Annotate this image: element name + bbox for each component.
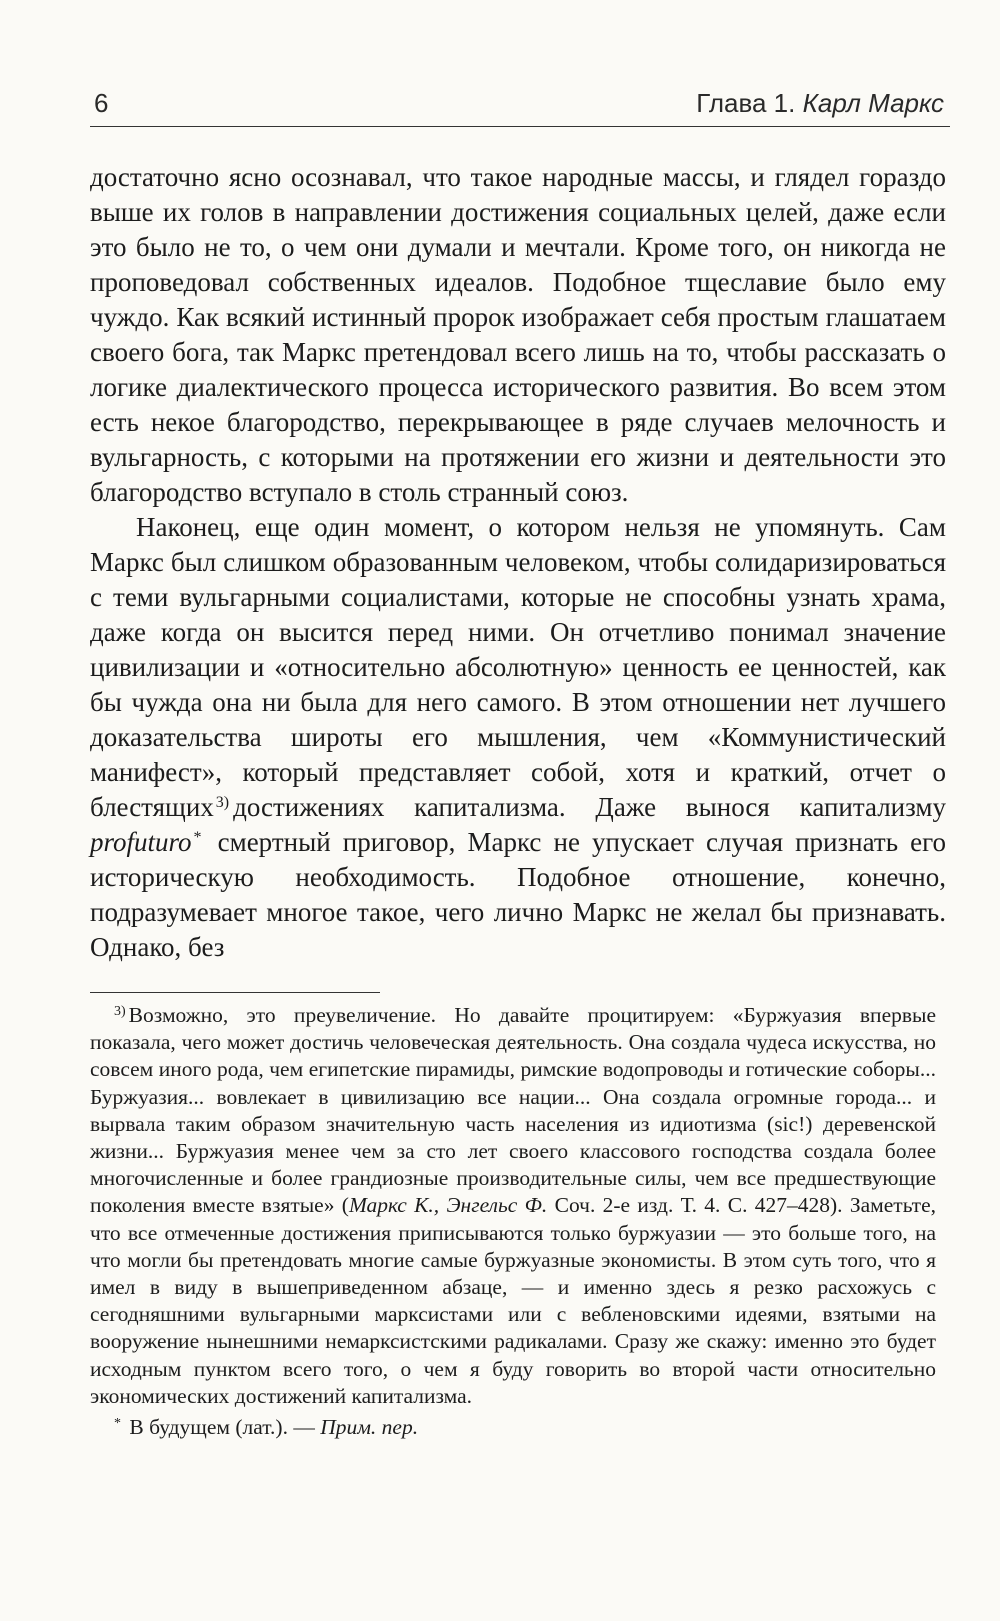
chapter-title: Карл Маркс bbox=[802, 88, 944, 118]
footnote-star-marker: * bbox=[114, 1416, 121, 1432]
paragraph-2-part-a: Наконец, еще один момент, о котором нельзя не упомянуть. Сам Маркс был слишком образованным человеком, чтобы солидаризироваться с теми вульгарными социалистами, которые не способны узнать храма, даже когда он высится перед ними. Он отчетливо понимал значение цивилизации и «относительно абсолютную» ценность ее ценностей, как бы чужда она ни была для него самого. В этом отношении нет лучшего доказательства широты его мышления, чем «Коммунистический манифест», который представляет собой, хотя и краткий, отчет о блестящих bbox=[90, 512, 946, 822]
footnote-3-text-a: Возможно, это преувеличение. Но давайте процитируем: «Буржуазия впервые показала, чего может достичь человеческая деятельность. Она создала чудеса искусства, но совсем иного рода, чем египетские пирамиды, римские водопроводы и готические соборы... Буржуазия... вовлекает в цивилизацию все нации... Она создала огромные города... и вырвала таким образом значительную часть населения из идиотизма (sic!) деревенской жизни... Буржуазия менее чем за сто лет своего классового господства создала более многочисленные и более грандиозные производительные силы, чем все предшествующие поколения вместе взятые» ( bbox=[90, 1003, 936, 1218]
paragraph-2-part-c: смертный приговор, Маркс не упускает случая признать его историческую необходимость. Подобное отношение, конечно, подразумевает многое такое, чего лично Маркс не желал бы признавать. Однако, без bbox=[90, 827, 946, 962]
paragraph-2 bbox=[90, 510, 946, 965]
page-number: 6 bbox=[94, 88, 109, 118]
footnote-star bbox=[90, 1414, 936, 1441]
footnote-3-marker: 3) bbox=[114, 1004, 126, 1019]
footnote-3-citation: Маркс К., Энгельс Ф. bbox=[348, 1193, 548, 1218]
paragraph-1: достаточно ясно осознавал, что такое народные массы, и глядел гораздо выше их голов в направлении достижения социальных целей, даже если это было не то, о чем они думали и мечтали. Кроме того, он никогда не проповедовал собственных идеалов. Подобное тщеславие было ему чуждо. Как всякий истинный пророк изображает себя простым глашатаем своего бога, так Маркс претендовал всего лишь на то, чтобы рассказать о логике диалектического процесса исторического развития. Во всем этом есть некое благородство, перекрывающее в ряде случаев мелочность и вульгарность, с которыми на протяжении его жизни и деятельности это благородство вступало в столь странный союз. bbox=[90, 162, 946, 507]
translator-note: Прим. пер. bbox=[320, 1415, 419, 1440]
running-header bbox=[90, 84, 950, 127]
chapter-label: Глава 1. bbox=[696, 88, 796, 118]
paragraph-2-part-b: достижениях капитализма. Даже вынося капитализму bbox=[233, 792, 946, 822]
footnote-ref-3: 3) bbox=[215, 794, 230, 811]
footnote-3 bbox=[90, 1002, 936, 1410]
latin-term: profuturo bbox=[90, 827, 192, 857]
footnote-ref-star: * bbox=[193, 829, 202, 846]
footnote-divider bbox=[90, 992, 380, 993]
footnotes bbox=[90, 1002, 936, 1441]
footnote-3-text-b: Соч. 2-е изд. Т. 4. С. 427–428). Заметьте, что все отмеченные достижения приписываются только буржуазии — это больше того, на что могли бы претендовать многие самые буржуазные экономисты. В этом суть того, что я имел в виду в вышеприведенном абзаце, — и именно здесь я резко расхожусь с сегодняшними вульгарными марксистами или с вебленовскими идеями, взятыми на вооружение нынешними немарксистскими радикалами. Сразу же скажу: именно это будет исходным пунктом всего того, о чем я буду говорить во второй части относительно экономических достижений капитализма. bbox=[90, 1193, 936, 1408]
running-title bbox=[696, 88, 944, 119]
main-text bbox=[90, 160, 946, 965]
footnote-star-text: В будущем (лат.). — bbox=[129, 1415, 315, 1440]
